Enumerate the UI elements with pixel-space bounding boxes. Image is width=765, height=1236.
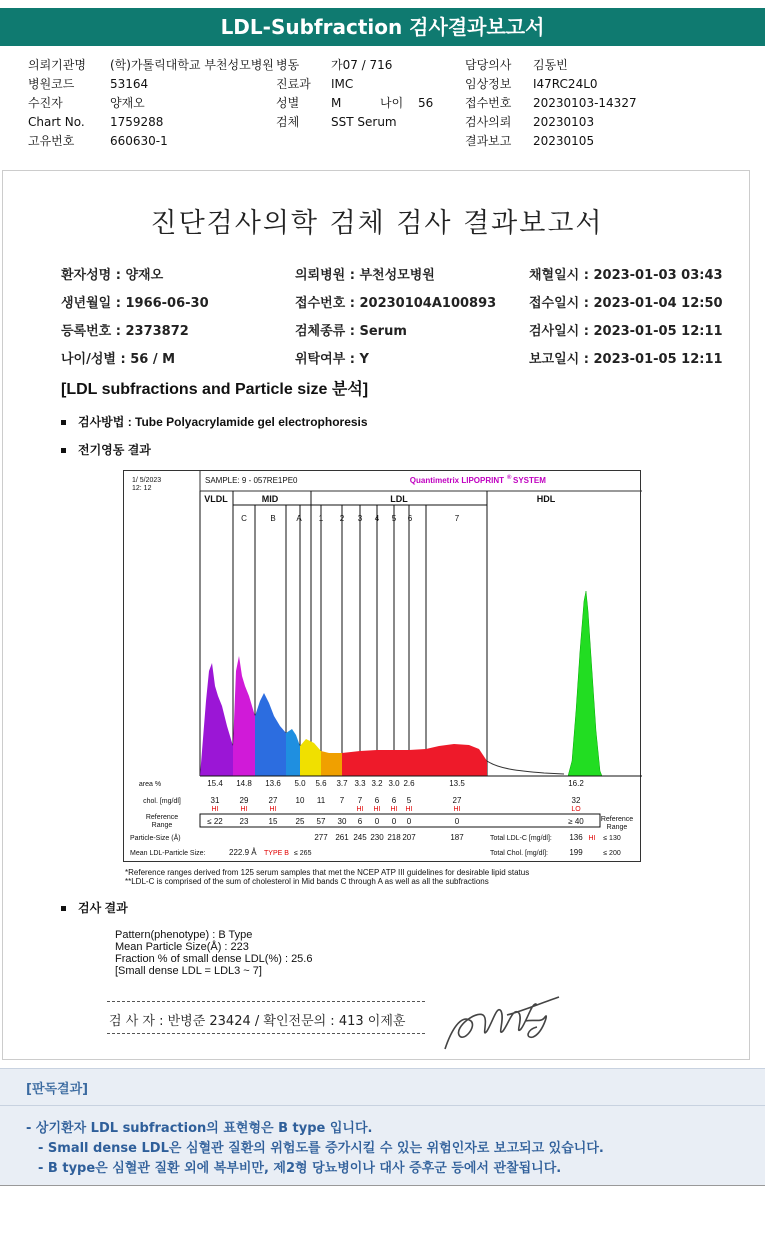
- clinical-value: I47RC24L0: [533, 77, 598, 91]
- mean-type: TYPE B: [264, 850, 289, 857]
- band-label: 7: [454, 514, 460, 523]
- clinical-label: 임상정보: [465, 77, 512, 91]
- sex-label: 성별: [276, 96, 300, 110]
- band-label: 2: [339, 514, 345, 523]
- area-segment: [200, 663, 233, 776]
- fraction: Fraction % of small dense LDL(%) : 25.6: [115, 953, 313, 965]
- total-ldl-value: 136: [569, 833, 583, 842]
- consign: 위탁여부 : Y: [295, 352, 369, 367]
- ref-value: 23: [239, 817, 249, 826]
- report-value: 20230105: [533, 134, 595, 148]
- area-value: 3.3: [354, 779, 366, 788]
- chol-flag: HI: [356, 806, 364, 813]
- ward-value: 가07 / 716: [331, 58, 393, 72]
- area-value: 3.0: [388, 779, 400, 788]
- ward-label: 병동: [276, 58, 300, 72]
- band-label: 5: [391, 514, 397, 523]
- hdl-peak: [568, 591, 602, 776]
- tail-line: [487, 761, 564, 774]
- ref-value: ≤ 22: [207, 817, 223, 826]
- area-segment: [233, 656, 255, 776]
- band-label: 1: [318, 514, 324, 523]
- chart-time: 12: 12: [132, 485, 152, 492]
- hospital-code-value: 53164: [110, 77, 149, 91]
- total-ldl-flag: HI: [588, 835, 596, 842]
- ref-right-line2: Range: [606, 824, 628, 831]
- band-label: 3: [357, 514, 363, 523]
- ref-value: 25: [295, 817, 305, 826]
- mean-size: Mean Particle Size(Å) : 223: [115, 941, 249, 953]
- hospital-name: 의뢰병원 : 부천성모병원: [295, 268, 435, 283]
- ref-value: 0: [391, 817, 397, 826]
- specimen-label: 검체: [276, 115, 300, 129]
- receipt-label: 접수번호: [465, 96, 512, 110]
- doctor-value: 김동빈: [533, 58, 568, 72]
- size-value: 230: [370, 833, 384, 842]
- band-label: C: [241, 514, 247, 523]
- area-segment: [286, 729, 300, 776]
- section-title: [LDL subfractions and Particle size 분석]: [61, 381, 369, 398]
- total-chol-ref: ≤ 200: [603, 850, 621, 857]
- chol-flag: HI: [269, 806, 277, 813]
- chart-brand: Quantimetrix LIPOPRINT: [409, 476, 504, 485]
- group-label-vldl: VLDL: [204, 494, 228, 504]
- chart-date: 1/ 5/2023: [132, 477, 162, 484]
- patient-value: 양재오: [110, 96, 145, 110]
- patient-label: 수진자: [28, 96, 63, 110]
- ref-box: [200, 814, 600, 827]
- interpretation-title: [판독결과]: [26, 1082, 89, 1097]
- age-sex: 나이/성별 : 56 / M: [61, 352, 176, 367]
- reg-no: 등록번호 : 2373872: [61, 324, 189, 339]
- chart-brand-suffix: SYSTEM: [513, 476, 546, 485]
- chart-svg: [124, 471, 642, 863]
- area-value: 13.5: [449, 779, 465, 788]
- test-time: 검사일시 : 2023-01-05 12:11: [529, 324, 723, 339]
- chol-flag: HI: [373, 806, 381, 813]
- area-segment: [300, 739, 321, 776]
- receive-time: 접수일시 : 2023-01-04 12:50: [529, 296, 723, 311]
- row-label-area: area %: [138, 781, 162, 788]
- interpretation-separator: [0, 1105, 765, 1106]
- age-value: 56: [418, 96, 434, 110]
- request-value: 20230103: [533, 115, 595, 129]
- specimen-type: 검체종류 : Serum: [295, 324, 407, 339]
- ref-value: 0: [406, 817, 412, 826]
- report-title: 진단검사의학 검체 검사 결과보고서: [150, 208, 604, 239]
- ref-value: 15: [268, 817, 278, 826]
- sig-line-top: [107, 1001, 425, 1002]
- area-value: 3.2: [371, 779, 383, 788]
- electro-title: 전기영동 결과: [78, 443, 151, 457]
- group-label-ldl: LDL: [390, 494, 408, 504]
- chart-brand-reg: ®: [507, 475, 512, 481]
- chol-flag: LO: [571, 806, 581, 813]
- area-value: 13.6: [265, 779, 281, 788]
- dept-value: IMC: [331, 77, 354, 91]
- chol-value: 27: [452, 796, 462, 805]
- size-value: 187: [450, 833, 464, 842]
- chol-value: 10: [295, 796, 305, 805]
- area-value: 5.0: [294, 779, 306, 788]
- area-value: 3.7: [336, 779, 348, 788]
- chart-no-label: Chart No.: [28, 115, 85, 129]
- receipt-value: 20230103-14327: [533, 96, 637, 110]
- accession-no: 접수번호 : 20230104A100893: [295, 296, 497, 311]
- chol-value: 27: [268, 796, 278, 805]
- report-label: 결과보고: [465, 134, 512, 148]
- method-text: 검사방법 : Tube Polyacrylamide gel electrophoresis: [78, 415, 368, 429]
- chol-value: 11: [316, 796, 326, 805]
- area-value: 16.2: [568, 779, 584, 788]
- area-value: 5.6: [315, 779, 327, 788]
- area-segment: [321, 751, 342, 776]
- chol-value: 5: [406, 796, 412, 805]
- total-chol-label: Total Chol. [mg/dl]:: [490, 850, 548, 857]
- result-block: [115, 929, 312, 977]
- chart-sample: SAMPLE: 9 - 057RE1PE0: [205, 476, 298, 485]
- institution-label: 의뢰기관명: [28, 58, 86, 72]
- ref-value: ≥ 40: [568, 817, 584, 826]
- chol-value: 29: [239, 796, 249, 805]
- report-panel: [2, 170, 750, 1060]
- band-label: B: [270, 514, 276, 523]
- electrophoresis-chart: [123, 470, 641, 862]
- request-label: 검사의뢰: [465, 115, 512, 129]
- sig-line-bottom: [107, 1033, 425, 1034]
- ref-value: 0: [374, 817, 380, 826]
- size-value: 207: [402, 833, 416, 842]
- total-ldl-ref: ≤ 130: [603, 835, 621, 842]
- area-value: 14.8: [236, 779, 252, 788]
- mean-ref: ≤ 265: [294, 850, 312, 857]
- mean-value: 222.9 Å: [229, 848, 257, 857]
- size-value: 218: [387, 833, 401, 842]
- age-label: 나이: [380, 96, 404, 110]
- electro-bullet: [61, 441, 151, 458]
- area-segment: [255, 693, 286, 776]
- total-ldl-label: Total LDL-C [mg/dl]:: [490, 835, 552, 842]
- ref-label-line1: Reference: [145, 814, 179, 821]
- chol-value: 32: [571, 796, 581, 805]
- specimen-value: SST Serum: [331, 115, 397, 129]
- band-label: A: [296, 514, 302, 523]
- unique-value: 660630-1: [110, 134, 168, 148]
- inspector: 검 사 자 : 반병준 23424 / 확인전문의 : 413 이제훈: [109, 1014, 406, 1029]
- ref-value: 30: [337, 817, 347, 826]
- chol-flag: HI: [405, 806, 413, 813]
- group-label-mid: MID: [261, 494, 279, 504]
- row-label-chol: chol. [mg/dl]: [143, 798, 181, 805]
- area-segment: [342, 749, 426, 776]
- area-value: 15.4: [207, 779, 223, 788]
- result-title: 검사 결과: [78, 901, 128, 915]
- result-bullet: [61, 899, 128, 916]
- method-bullet: [61, 413, 368, 430]
- note-1: *Reference ranges derived from 125 serum samples that met the NCEP ATP III guidelines for desirable lipid status: [125, 868, 530, 877]
- chol-value: 31: [210, 796, 220, 805]
- birth-date: 생년월일 : 1966-06-30: [61, 296, 209, 311]
- row-label-mean: Mean LDL-Particle Size:: [130, 850, 206, 857]
- chol-flag: HI: [240, 806, 248, 813]
- chol-value: 6: [374, 796, 380, 805]
- report-time: 보고일시 : 2023-01-05 12:11: [529, 352, 723, 367]
- band-label: 6: [407, 514, 413, 523]
- note-2: **LDL-C is comprised of the sum of cholesterol in Mid bands C through A as well as all the subfractions: [125, 877, 489, 886]
- total-chol-value: 199: [569, 848, 583, 857]
- interpretation-panel: [0, 1068, 765, 1186]
- size-value: 277: [314, 833, 328, 842]
- group-label-hdl: HDL: [536, 494, 556, 504]
- chart-no-value: 1759288: [110, 115, 164, 129]
- size-value: 261: [335, 833, 349, 842]
- ref-value: 0: [454, 817, 460, 826]
- hospital-code-label: 병원코드: [28, 77, 75, 91]
- chol-value: 6: [391, 796, 397, 805]
- sex-value: M: [331, 96, 342, 110]
- interpretation-line-1: - 상기환자 LDL subfraction의 표현형은 B type 입니다.: [26, 1121, 373, 1136]
- unique-label: 고유번호: [28, 134, 75, 148]
- collect-time: 채혈일시 : 2023-01-03 03:43: [529, 268, 723, 283]
- band-label: 4: [374, 514, 380, 523]
- ref-value: 57: [316, 817, 326, 826]
- doctor-label: 담당의사: [465, 58, 512, 72]
- row-label-size: Particle-Size (Å): [130, 835, 181, 842]
- ref-label-line2: Range: [151, 822, 173, 829]
- interpretation-line-3: - B type은 심혈관 질환 외에 복부비만, 제2형 당뇨병이나 대사 증후군 등에서 관찰됩니다.: [38, 1161, 562, 1176]
- interpretation-line-2: - Small dense LDL은 심혈관 질환의 위험도를 증가시킬 수 있는 위험인자로 보고되고 있습니다.: [38, 1141, 604, 1156]
- chol-value: 7: [357, 796, 363, 805]
- ref-value: 6: [357, 817, 363, 826]
- area-segment: [426, 744, 487, 776]
- dept-label: 진료과: [276, 77, 311, 91]
- pattern: Pattern(phenotype) : B Type: [115, 929, 253, 941]
- chol-flag: HI: [390, 806, 398, 813]
- ref-right-line1: Reference: [600, 816, 634, 823]
- chol-value: 7: [339, 796, 345, 805]
- size-value: 245: [353, 833, 367, 842]
- institution-value: (학)가톨릭대학교 부천성모병원: [110, 58, 274, 72]
- signature-image: [437, 991, 567, 1056]
- area-value: 2.6: [403, 779, 415, 788]
- sd-definition: [Small dense LDL = LDL3 ~ 7]: [115, 965, 262, 977]
- patient-name: 환자성명 : 양재오: [61, 268, 164, 283]
- page-title: LDL-Subfraction 검사결과보고서: [0, 8, 765, 46]
- chol-flag: HI: [211, 806, 219, 813]
- chol-flag: HI: [453, 806, 461, 813]
- notes: [125, 868, 529, 886]
